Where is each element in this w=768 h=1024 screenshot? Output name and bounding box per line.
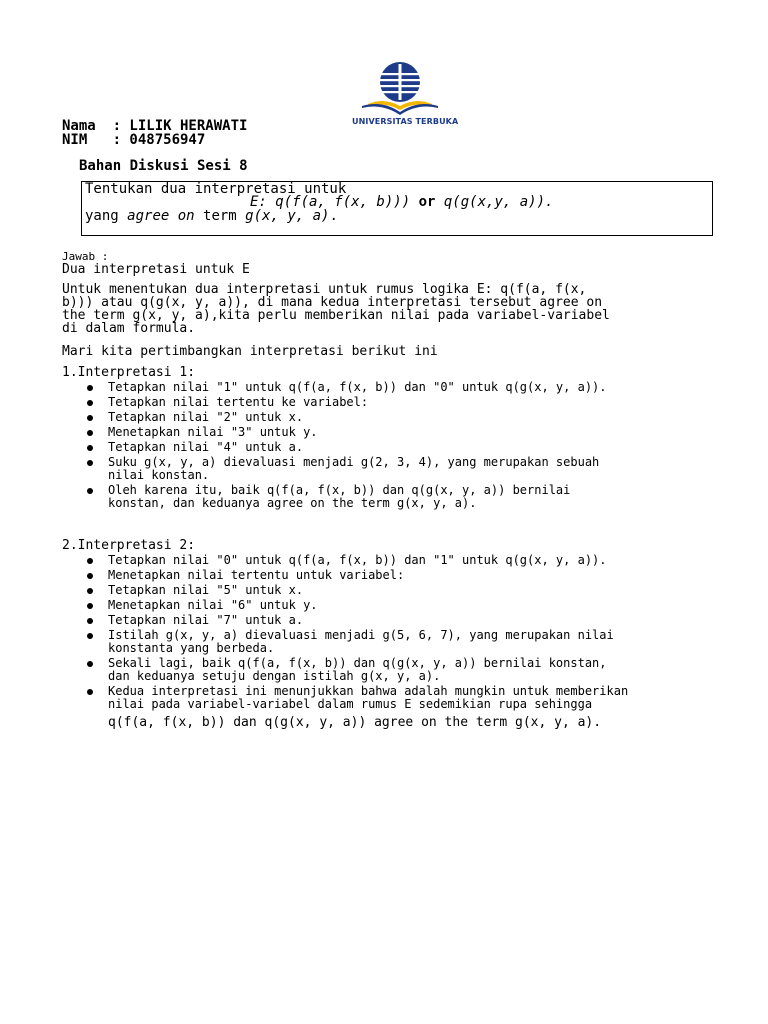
bullet-icon xyxy=(87,488,93,494)
list-item: Tetapkan nilai "7" untuk a. xyxy=(82,614,722,627)
list-item: Menetapkan nilai tertentu untuk variabel: xyxy=(82,569,722,582)
list-item: Oleh karena itu, baik q(f(a, f(x, b)) dan q(g(x, y, a)) bernilai konstan, dan keduanya agree on the term g(x, y, a). xyxy=(82,484,722,510)
logo-text: UNIVERSITAS TERBUKA xyxy=(352,117,459,126)
bullet-icon xyxy=(87,573,93,579)
list-item: Kedua interpretasi ini menunjukkan bahwa adalah mungkin untuk memberikan nilai pada variabel-variabel dalam rumus E sedemikian rupa sehingga xyxy=(82,685,722,711)
university-logo xyxy=(352,60,459,130)
list-item: Tetapkan nilai "5" untuk x. xyxy=(82,584,722,597)
formula-or: or xyxy=(418,194,436,210)
bullet-icon xyxy=(87,430,93,436)
formula-part-a: E: q(f(a, f(x, b))) xyxy=(250,194,419,210)
list-item: Menetapkan nilai "6" untuk y. xyxy=(82,599,722,612)
answer-label: Jawab : xyxy=(62,250,109,263)
line3-term: g(x, y, a) xyxy=(245,208,330,224)
answer-heading: Dua interpretasi untuk E xyxy=(62,262,250,277)
bullet-icon xyxy=(87,661,93,667)
interp1-title: 1.Interpretasi 1: xyxy=(62,365,196,380)
question-line-1: Tentukan dua interpretasi untuk xyxy=(85,181,347,197)
line3-pre: yang xyxy=(85,208,128,224)
bullet-icon xyxy=(87,633,93,639)
intro-line: Untuk menentukan dua interpretasi untuk rumus logika E: q(f(a, f(x, xyxy=(62,282,587,297)
list-item: Menetapkan nilai "3" untuk y. xyxy=(82,426,722,439)
intro-line: di dalam formula. xyxy=(62,321,196,336)
student-name: Nama : LILIK HERAWATI xyxy=(62,118,248,134)
list-item: Suku g(x, y, a) dievaluasi menjadi g(2, 3, 4), yang merupakan sebuah nilai konstan. xyxy=(82,456,722,482)
intro-line: the term g(x, y, a),kita perlu memberikan nilai pada variabel-variabel xyxy=(62,308,610,323)
line3-mid: term xyxy=(194,208,246,224)
list-item: Tetapkan nilai "0" untuk q(f(a, f(x, b)) dan "1" untuk q(g(x, y, a)). xyxy=(82,554,722,567)
formula-part-b: q(g(x,y, a)). xyxy=(435,194,554,210)
list-item: Sekali lagi, baik q(f(a, f(x, b)) dan q(g(x, y, a)) bernilai konstan, dan keduanya setuju dengan istilah g(x, y, a). xyxy=(82,657,722,683)
list-item: Tetapkan nilai "1" untuk q(f(a, f(x, b)) dan "0" untuk q(g(x, y, a)). xyxy=(82,381,722,394)
bullet-icon xyxy=(87,588,93,594)
bullet-icon xyxy=(87,603,93,609)
list-item: Tetapkan nilai "4" untuk a. xyxy=(82,441,722,454)
logo-emblem-icon xyxy=(358,60,442,116)
bullet-icon xyxy=(87,618,93,624)
line3-end: . xyxy=(329,208,338,224)
list-item: Istilah g(x, y, a) dievaluasi menjadi g(5, 6, 7), yang merupakan nilai konstanta yang berbeda. xyxy=(82,629,722,655)
interp1-list xyxy=(82,381,722,512)
bullet-icon xyxy=(87,689,93,695)
interp2-title: 2.Interpretasi 2: xyxy=(62,538,196,553)
bullet-icon xyxy=(87,385,93,391)
bullet-icon xyxy=(87,558,93,564)
list-item: Tetapkan nilai tertentu ke variabel: xyxy=(82,396,722,409)
student-nim: NIM : 048756947 xyxy=(62,132,206,148)
bullet-icon xyxy=(87,445,93,451)
final-line: q(f(a, f(x, b)) dan q(g(x, y, a)) agree on the term g(x, y, a). xyxy=(108,715,602,730)
consider-line: Mari kita pertimbangkan interpretasi berikut ini xyxy=(62,344,438,359)
question-line-3 xyxy=(85,209,338,224)
question-box xyxy=(81,181,713,236)
intro-line: b))) atau q(g(x, y, a)), di mana kedua interpretasi tersebut agree on xyxy=(62,295,603,310)
list-item: Tetapkan nilai "2" untuk x. xyxy=(82,411,722,424)
bullet-icon xyxy=(87,400,93,406)
bullet-icon xyxy=(87,415,93,421)
page-title: Bahan Diskusi Sesi 8 xyxy=(79,158,248,174)
interp2-list xyxy=(82,554,722,713)
bullet-icon xyxy=(87,460,93,466)
line3-italic: agree on xyxy=(127,208,195,224)
